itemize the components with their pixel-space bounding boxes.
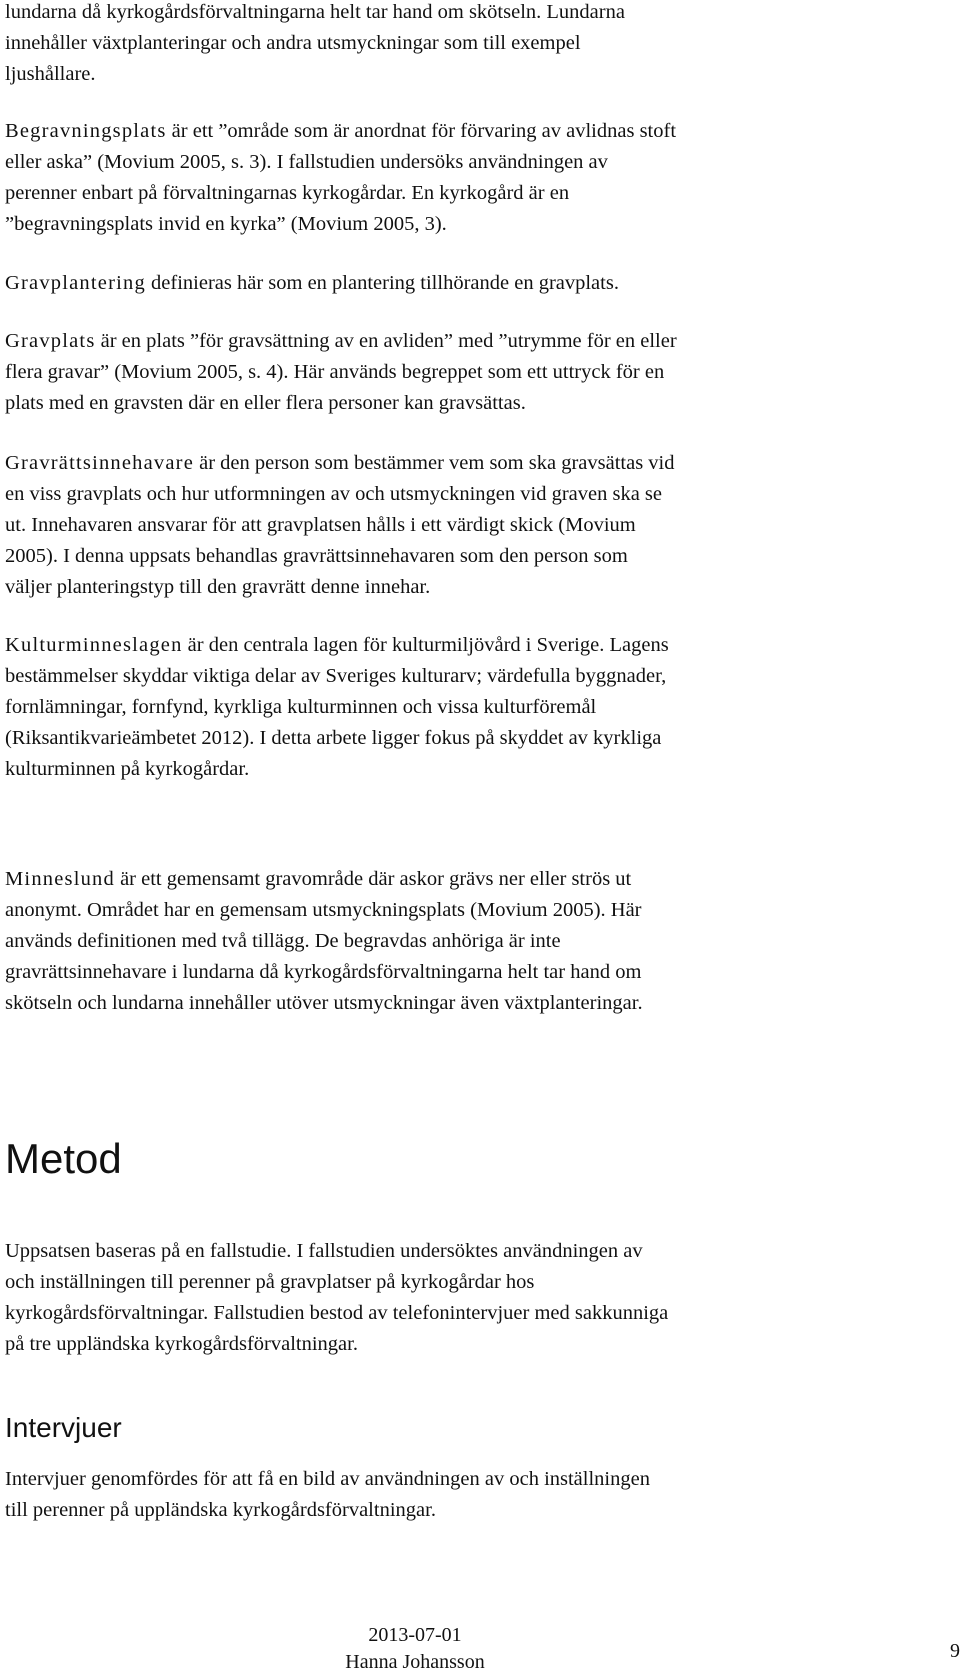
paragraph-line: är ett gemensamt gravområde där askor grävs ner eller strös ut	[114, 868, 632, 890]
paragraph-line: är den person som bestämmer vem som ska gravsättas vid	[194, 452, 675, 474]
defined-term: Begravningsplats	[5, 120, 167, 142]
definition-minneslund	[5, 864, 643, 1019]
paragraph-line: kulturminnen på kyrkogårdar.	[5, 758, 250, 780]
defined-term: Gravplats	[5, 330, 96, 352]
paragraph-line: fornlämningar, fornfynd, kyrkliga kulturminnen och vissa kulturföremål	[5, 696, 597, 718]
paragraph-line: en viss gravplats och hur utformningen av och utsmyckningen vid graven ska se	[5, 483, 662, 505]
paragraph-line: och inställningen till perenner på gravplatser på kyrkogårdar hos	[5, 1271, 535, 1293]
paragraph-lundarna	[5, 0, 625, 90]
paragraph-line: plats med en gravsten där en eller flera personer kan gravsättas.	[5, 392, 526, 414]
paragraph-line: gravrättsinnehavare i lundarna då kyrkogårdsförvaltningarna helt tar hand om	[5, 961, 642, 983]
paragraph-line: är den centrala lagen för kulturmiljövård i Sverige. Lagens	[182, 634, 669, 656]
paragraph-line: innehåller växtplanteringar och andra utsmyckningar som till exempel	[5, 32, 581, 54]
paragraph-line: skötseln och lundarna innehåller utöver utsmyckningar även växtplanteringar.	[5, 992, 643, 1014]
paragraph-line: Intervjuer genomfördes för att få en bild av användningen av och inställningen	[5, 1468, 650, 1490]
defined-term: Gravplantering	[5, 272, 146, 294]
paragraph-line: väljer planteringstyp till den gravrätt denne innehar.	[5, 576, 431, 598]
paragraph-line: på tre uppländska kyrkogårdsförvaltningar.	[5, 1333, 358, 1355]
paragraph-line: är en plats ”för gravsättning av en avliden” med ”utrymme för en eller	[95, 330, 677, 352]
paragraph-line: flera gravar” (Movium 2005, s. 4). Här används begreppet som ett uttryck för en	[5, 361, 665, 383]
paragraph-line: är ett ”område som är anordnat för förvaring av avlidnas stoft	[166, 120, 677, 142]
definition-gravrattsinnehavare	[5, 448, 675, 603]
paragraph-line: lundarna då kyrkogårdsförvaltningarna helt tar hand om skötseln. Lundarna	[5, 1, 625, 23]
definition-kulturminneslagen	[5, 630, 669, 785]
paragraph-line: Uppsatsen baseras på en fallstudie. I fallstudien undersöktes användningen av	[5, 1240, 643, 1262]
definition-begravningsplats	[5, 116, 676, 240]
paragraph-metod	[5, 1236, 668, 1360]
definition-gravplats	[5, 326, 677, 419]
paragraph-line: definieras här som en plantering tillhörande en gravplats.	[145, 272, 619, 294]
definition-gravplantering	[5, 268, 619, 299]
defined-term: Minneslund	[5, 868, 115, 890]
section-heading-metod: Metod	[5, 1135, 122, 1182]
defined-term: Gravrättsinnehavare	[5, 452, 194, 474]
paragraph-line: anonymt. Området har en gemensam utsmyckningsplats (Movium 2005). Här	[5, 899, 642, 921]
paragraph-line: 2005). I denna uppsats behandlas gravrättsinnehavaren som den person som	[5, 545, 628, 567]
defined-term: Kulturminneslagen	[5, 634, 183, 656]
footer-date: 2013-07-01	[368, 1624, 462, 1646]
footer-author: Hanna Johansson	[345, 1651, 485, 1673]
page-number: 9	[950, 1640, 960, 1662]
paragraph-line: bestämmelser skyddar viktiga delar av Sveriges kulturarv; värdefulla byggnader,	[5, 665, 667, 687]
paragraph-line: ”begravningsplats invid en kyrka” (Movium 2005, 3).	[5, 213, 447, 235]
paragraph-line: till perenner på uppländska kyrkogårdsförvaltningar.	[5, 1499, 436, 1521]
paragraph-line: ut. Innehavaren ansvarar för att gravplatsen hålls i ett värdigt skick (Movium	[5, 514, 636, 536]
paragraph-line: (Riksantikvarieämbetet 2012). I detta arbete ligger fokus på skyddet av kyrkliga	[5, 727, 662, 749]
paragraph-line: eller aska” (Movium 2005, s. 3). I fallstudien undersöks användningen av	[5, 151, 608, 173]
page-footer	[0, 1622, 830, 1676]
paragraph-line: används definitionen med två tillägg. De begravdas anhöriga är inte	[5, 930, 561, 952]
section-heading-intervjuer: Intervjuer	[5, 1412, 122, 1443]
paragraph-line: kyrkogårdsförvaltningar. Fallstudien bestod av telefonintervjuer med sakkunniga	[5, 1302, 669, 1324]
paragraph-intervjuer	[5, 1464, 650, 1526]
paragraph-line: perenner enbart på förvaltningarnas kyrkogårdar. En kyrkogård är en	[5, 182, 570, 204]
paragraph-line: ljushållare.	[5, 63, 96, 85]
